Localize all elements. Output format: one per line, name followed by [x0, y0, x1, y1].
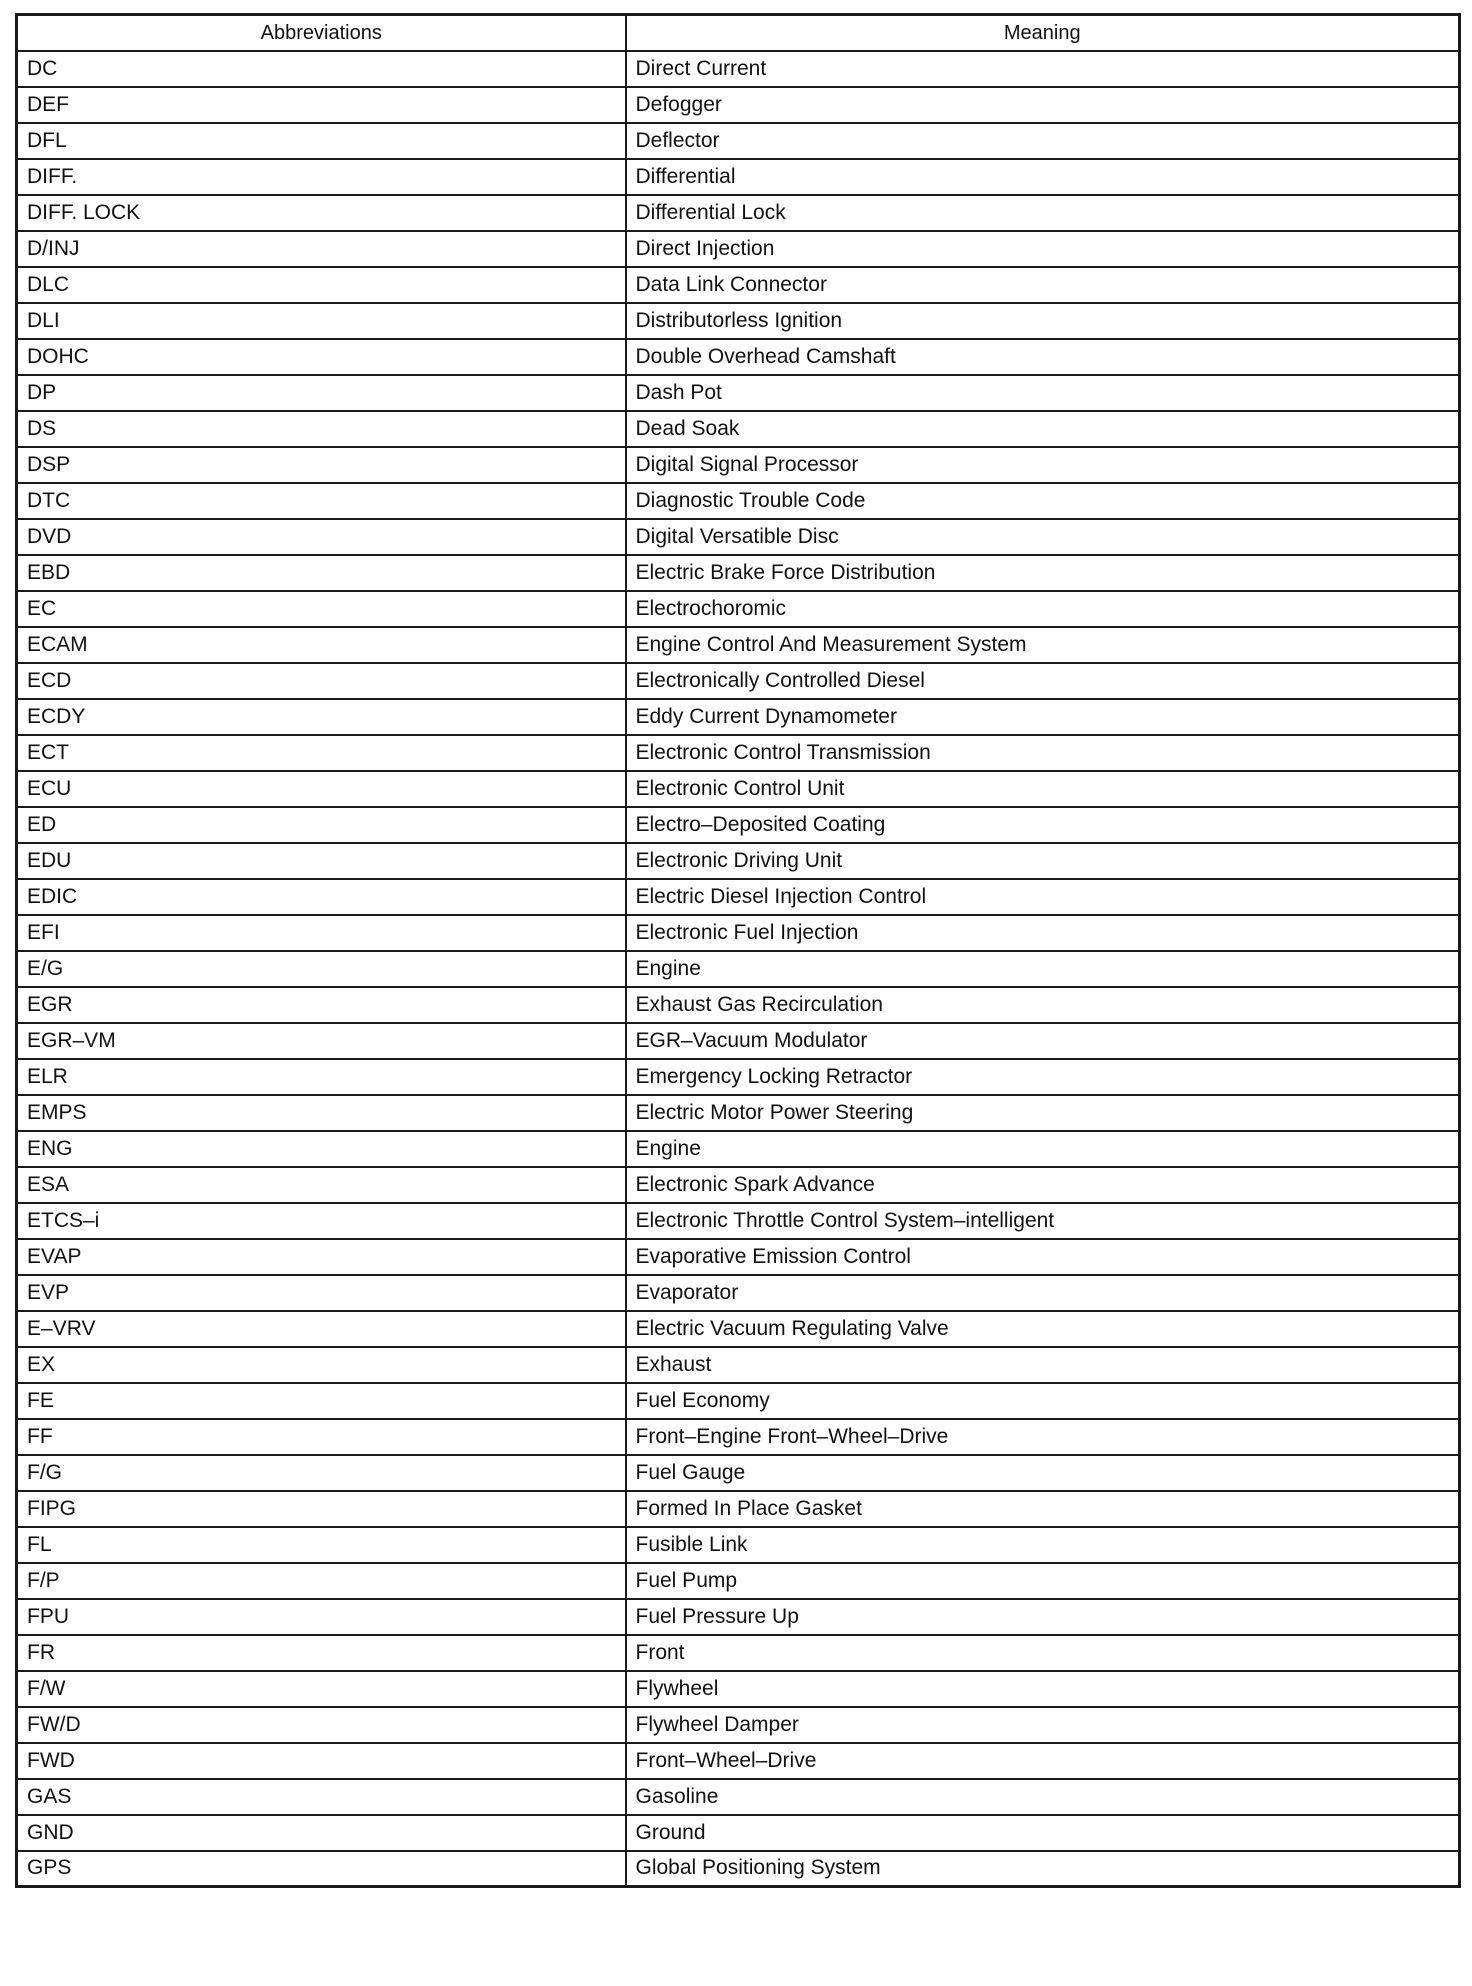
meaning-cell: Electrochoromic [626, 591, 1460, 627]
table-row [17, 1059, 1460, 1095]
meaning-cell: Double Overhead Camshaft [626, 339, 1460, 375]
abbreviation-cell: ETCS–i [17, 1203, 626, 1239]
meaning-cell: Differential [626, 159, 1460, 195]
meaning-cell: EGR–Vacuum Modulator [626, 1023, 1460, 1059]
meaning-cell: Fusible Link [626, 1527, 1460, 1563]
table-row [17, 1455, 1460, 1491]
abbreviation-cell: ECDY [17, 699, 626, 735]
meaning-cell: Direct Current [626, 51, 1460, 87]
table-row [17, 1167, 1460, 1203]
abbreviation-cell: ECAM [17, 627, 626, 663]
table-row [17, 627, 1460, 663]
abbreviation-cell: F/P [17, 1563, 626, 1599]
meaning-cell: Fuel Gauge [626, 1455, 1460, 1491]
abbreviation-cell: FE [17, 1383, 626, 1419]
meaning-cell: Fuel Economy [626, 1383, 1460, 1419]
meaning-cell: Front [626, 1635, 1460, 1671]
abbreviation-cell: GPS [17, 1851, 626, 1887]
table-row [17, 411, 1460, 447]
table-row [17, 1131, 1460, 1167]
table-row [17, 123, 1460, 159]
meaning-cell: Formed In Place Gasket [626, 1491, 1460, 1527]
abbreviation-cell: DEF [17, 87, 626, 123]
meaning-cell: Electric Motor Power Steering [626, 1095, 1460, 1131]
abbreviation-cell: EMPS [17, 1095, 626, 1131]
table-row [17, 267, 1460, 303]
meaning-cell: Exhaust Gas Recirculation [626, 987, 1460, 1023]
table-row [17, 1491, 1460, 1527]
table-row [17, 555, 1460, 591]
table-row [17, 483, 1460, 519]
meaning-cell: Electronic Driving Unit [626, 843, 1460, 879]
table-row [17, 1707, 1460, 1743]
abbreviation-cell: DLC [17, 267, 626, 303]
abbreviation-cell: EX [17, 1347, 626, 1383]
table-row [17, 1599, 1460, 1635]
table-row [17, 807, 1460, 843]
table-row [17, 1851, 1460, 1887]
meaning-cell: Front–Wheel–Drive [626, 1743, 1460, 1779]
table-row [17, 1275, 1460, 1311]
meaning-cell: Eddy Current Dynamometer [626, 699, 1460, 735]
table-row [17, 843, 1460, 879]
abbreviation-cell: FF [17, 1419, 626, 1455]
table-row [17, 1815, 1460, 1851]
abbreviation-cell: F/G [17, 1455, 626, 1491]
abbreviation-cell: DIFF. LOCK [17, 195, 626, 231]
abbreviation-cell: ECT [17, 735, 626, 771]
table-row [17, 1347, 1460, 1383]
abbreviation-cell: DP [17, 375, 626, 411]
meaning-cell: Evaporator [626, 1275, 1460, 1311]
abbreviation-cell: EGR–VM [17, 1023, 626, 1059]
meaning-cell: Fuel Pump [626, 1563, 1460, 1599]
abbreviation-cell: DC [17, 51, 626, 87]
table-row [17, 51, 1460, 87]
abbreviation-cell: EDU [17, 843, 626, 879]
table-row [17, 1671, 1460, 1707]
meaning-cell: Engine [626, 1131, 1460, 1167]
table-row [17, 519, 1460, 555]
abbreviation-cell: E/G [17, 951, 626, 987]
table-row [17, 231, 1460, 267]
abbreviation-cell: FWD [17, 1743, 626, 1779]
abbreviation-cell: ED [17, 807, 626, 843]
abbreviations-table [15, 13, 1461, 1888]
abbreviation-cell: FW/D [17, 1707, 626, 1743]
abbreviation-cell: GND [17, 1815, 626, 1851]
meaning-cell: Electronic Control Transmission [626, 735, 1460, 771]
table-row [17, 915, 1460, 951]
abbreviation-cell: ECU [17, 771, 626, 807]
table-row [17, 1563, 1460, 1599]
abbreviation-cell: FL [17, 1527, 626, 1563]
abbreviation-cell: DIFF. [17, 159, 626, 195]
table-row [17, 447, 1460, 483]
meaning-cell: Diagnostic Trouble Code [626, 483, 1460, 519]
abbreviation-cell: DOHC [17, 339, 626, 375]
table-row [17, 735, 1460, 771]
meaning-cell: Flywheel Damper [626, 1707, 1460, 1743]
abbreviation-cell: FR [17, 1635, 626, 1671]
header-row [17, 15, 1460, 51]
table-row [17, 1743, 1460, 1779]
abbreviation-cell: EDIC [17, 879, 626, 915]
meaning-cell: Dead Soak [626, 411, 1460, 447]
meaning-cell: Data Link Connector [626, 267, 1460, 303]
meaning-cell: Global Positioning System [626, 1851, 1460, 1887]
abbreviation-cell: ELR [17, 1059, 626, 1095]
abbreviation-cell: FPU [17, 1599, 626, 1635]
meaning-cell: Dash Pot [626, 375, 1460, 411]
meaning-cell: Direct Injection [626, 231, 1460, 267]
table-row [17, 1203, 1460, 1239]
table-row [17, 951, 1460, 987]
table-row [17, 303, 1460, 339]
table-header [17, 15, 1460, 51]
abbreviation-cell: E–VRV [17, 1311, 626, 1347]
table-row [17, 1095, 1460, 1131]
abbreviation-cell: ESA [17, 1167, 626, 1203]
abbreviation-cell: EVAP [17, 1239, 626, 1275]
table-row [17, 1419, 1460, 1455]
meaning-cell: Engine Control And Measurement System [626, 627, 1460, 663]
table-row [17, 1383, 1460, 1419]
meaning-cell: Electronic Spark Advance [626, 1167, 1460, 1203]
meaning-cell: Digital Versatible Disc [626, 519, 1460, 555]
abbreviation-cell: DS [17, 411, 626, 447]
header-abbreviations: Abbreviations [17, 15, 626, 51]
meaning-cell: Deflector [626, 123, 1460, 159]
abbreviation-cell: EC [17, 591, 626, 627]
meaning-cell: Digital Signal Processor [626, 447, 1460, 483]
header-meaning: Meaning [626, 15, 1460, 51]
table-row [17, 699, 1460, 735]
meaning-cell: Electric Vacuum Regulating Valve [626, 1311, 1460, 1347]
table-row [17, 195, 1460, 231]
table-row [17, 663, 1460, 699]
meaning-cell: Defogger [626, 87, 1460, 123]
meaning-cell: Electro–Deposited Coating [626, 807, 1460, 843]
meaning-cell: Gasoline [626, 1779, 1460, 1815]
abbreviation-cell: DVD [17, 519, 626, 555]
table-row [17, 87, 1460, 123]
table-row [17, 159, 1460, 195]
meaning-cell: Fuel Pressure Up [626, 1599, 1460, 1635]
meaning-cell: Ground [626, 1815, 1460, 1851]
meaning-cell: Electric Brake Force Distribution [626, 555, 1460, 591]
abbreviation-cell: EVP [17, 1275, 626, 1311]
abbreviation-cell: ECD [17, 663, 626, 699]
abbreviation-cell: D/INJ [17, 231, 626, 267]
meaning-cell: Distributorless Ignition [626, 303, 1460, 339]
abbreviation-cell: EBD [17, 555, 626, 591]
abbreviation-cell: FIPG [17, 1491, 626, 1527]
abbreviation-cell: ENG [17, 1131, 626, 1167]
table-body [17, 51, 1460, 1887]
meaning-cell: Differential Lock [626, 195, 1460, 231]
meaning-cell: Electronic Fuel Injection [626, 915, 1460, 951]
table-row [17, 1023, 1460, 1059]
abbreviation-cell: DTC [17, 483, 626, 519]
abbreviation-cell: DLI [17, 303, 626, 339]
table-row [17, 771, 1460, 807]
meaning-cell: Electronic Control Unit [626, 771, 1460, 807]
table-row [17, 1239, 1460, 1275]
meaning-cell: Electric Diesel Injection Control [626, 879, 1460, 915]
meaning-cell: Flywheel [626, 1671, 1460, 1707]
meaning-cell: Emergency Locking Retractor [626, 1059, 1460, 1095]
abbreviation-cell: GAS [17, 1779, 626, 1815]
table-row [17, 591, 1460, 627]
table-row [17, 879, 1460, 915]
table-row [17, 1311, 1460, 1347]
meaning-cell: Exhaust [626, 1347, 1460, 1383]
meaning-cell: Front–Engine Front–Wheel–Drive [626, 1419, 1460, 1455]
abbreviation-cell: DFL [17, 123, 626, 159]
meaning-cell: Electronically Controlled Diesel [626, 663, 1460, 699]
table-row [17, 987, 1460, 1023]
table-row [17, 339, 1460, 375]
meaning-cell: Evaporative Emission Control [626, 1239, 1460, 1275]
table-row [17, 1635, 1460, 1671]
table-row [17, 1527, 1460, 1563]
abbreviation-cell: EGR [17, 987, 626, 1023]
table-row [17, 375, 1460, 411]
meaning-cell: Electronic Throttle Control System–intelligent [626, 1203, 1460, 1239]
abbreviation-cell: DSP [17, 447, 626, 483]
abbreviation-cell: EFI [17, 915, 626, 951]
table-row [17, 1779, 1460, 1815]
abbreviation-cell: F/W [17, 1671, 626, 1707]
meaning-cell: Engine [626, 951, 1460, 987]
